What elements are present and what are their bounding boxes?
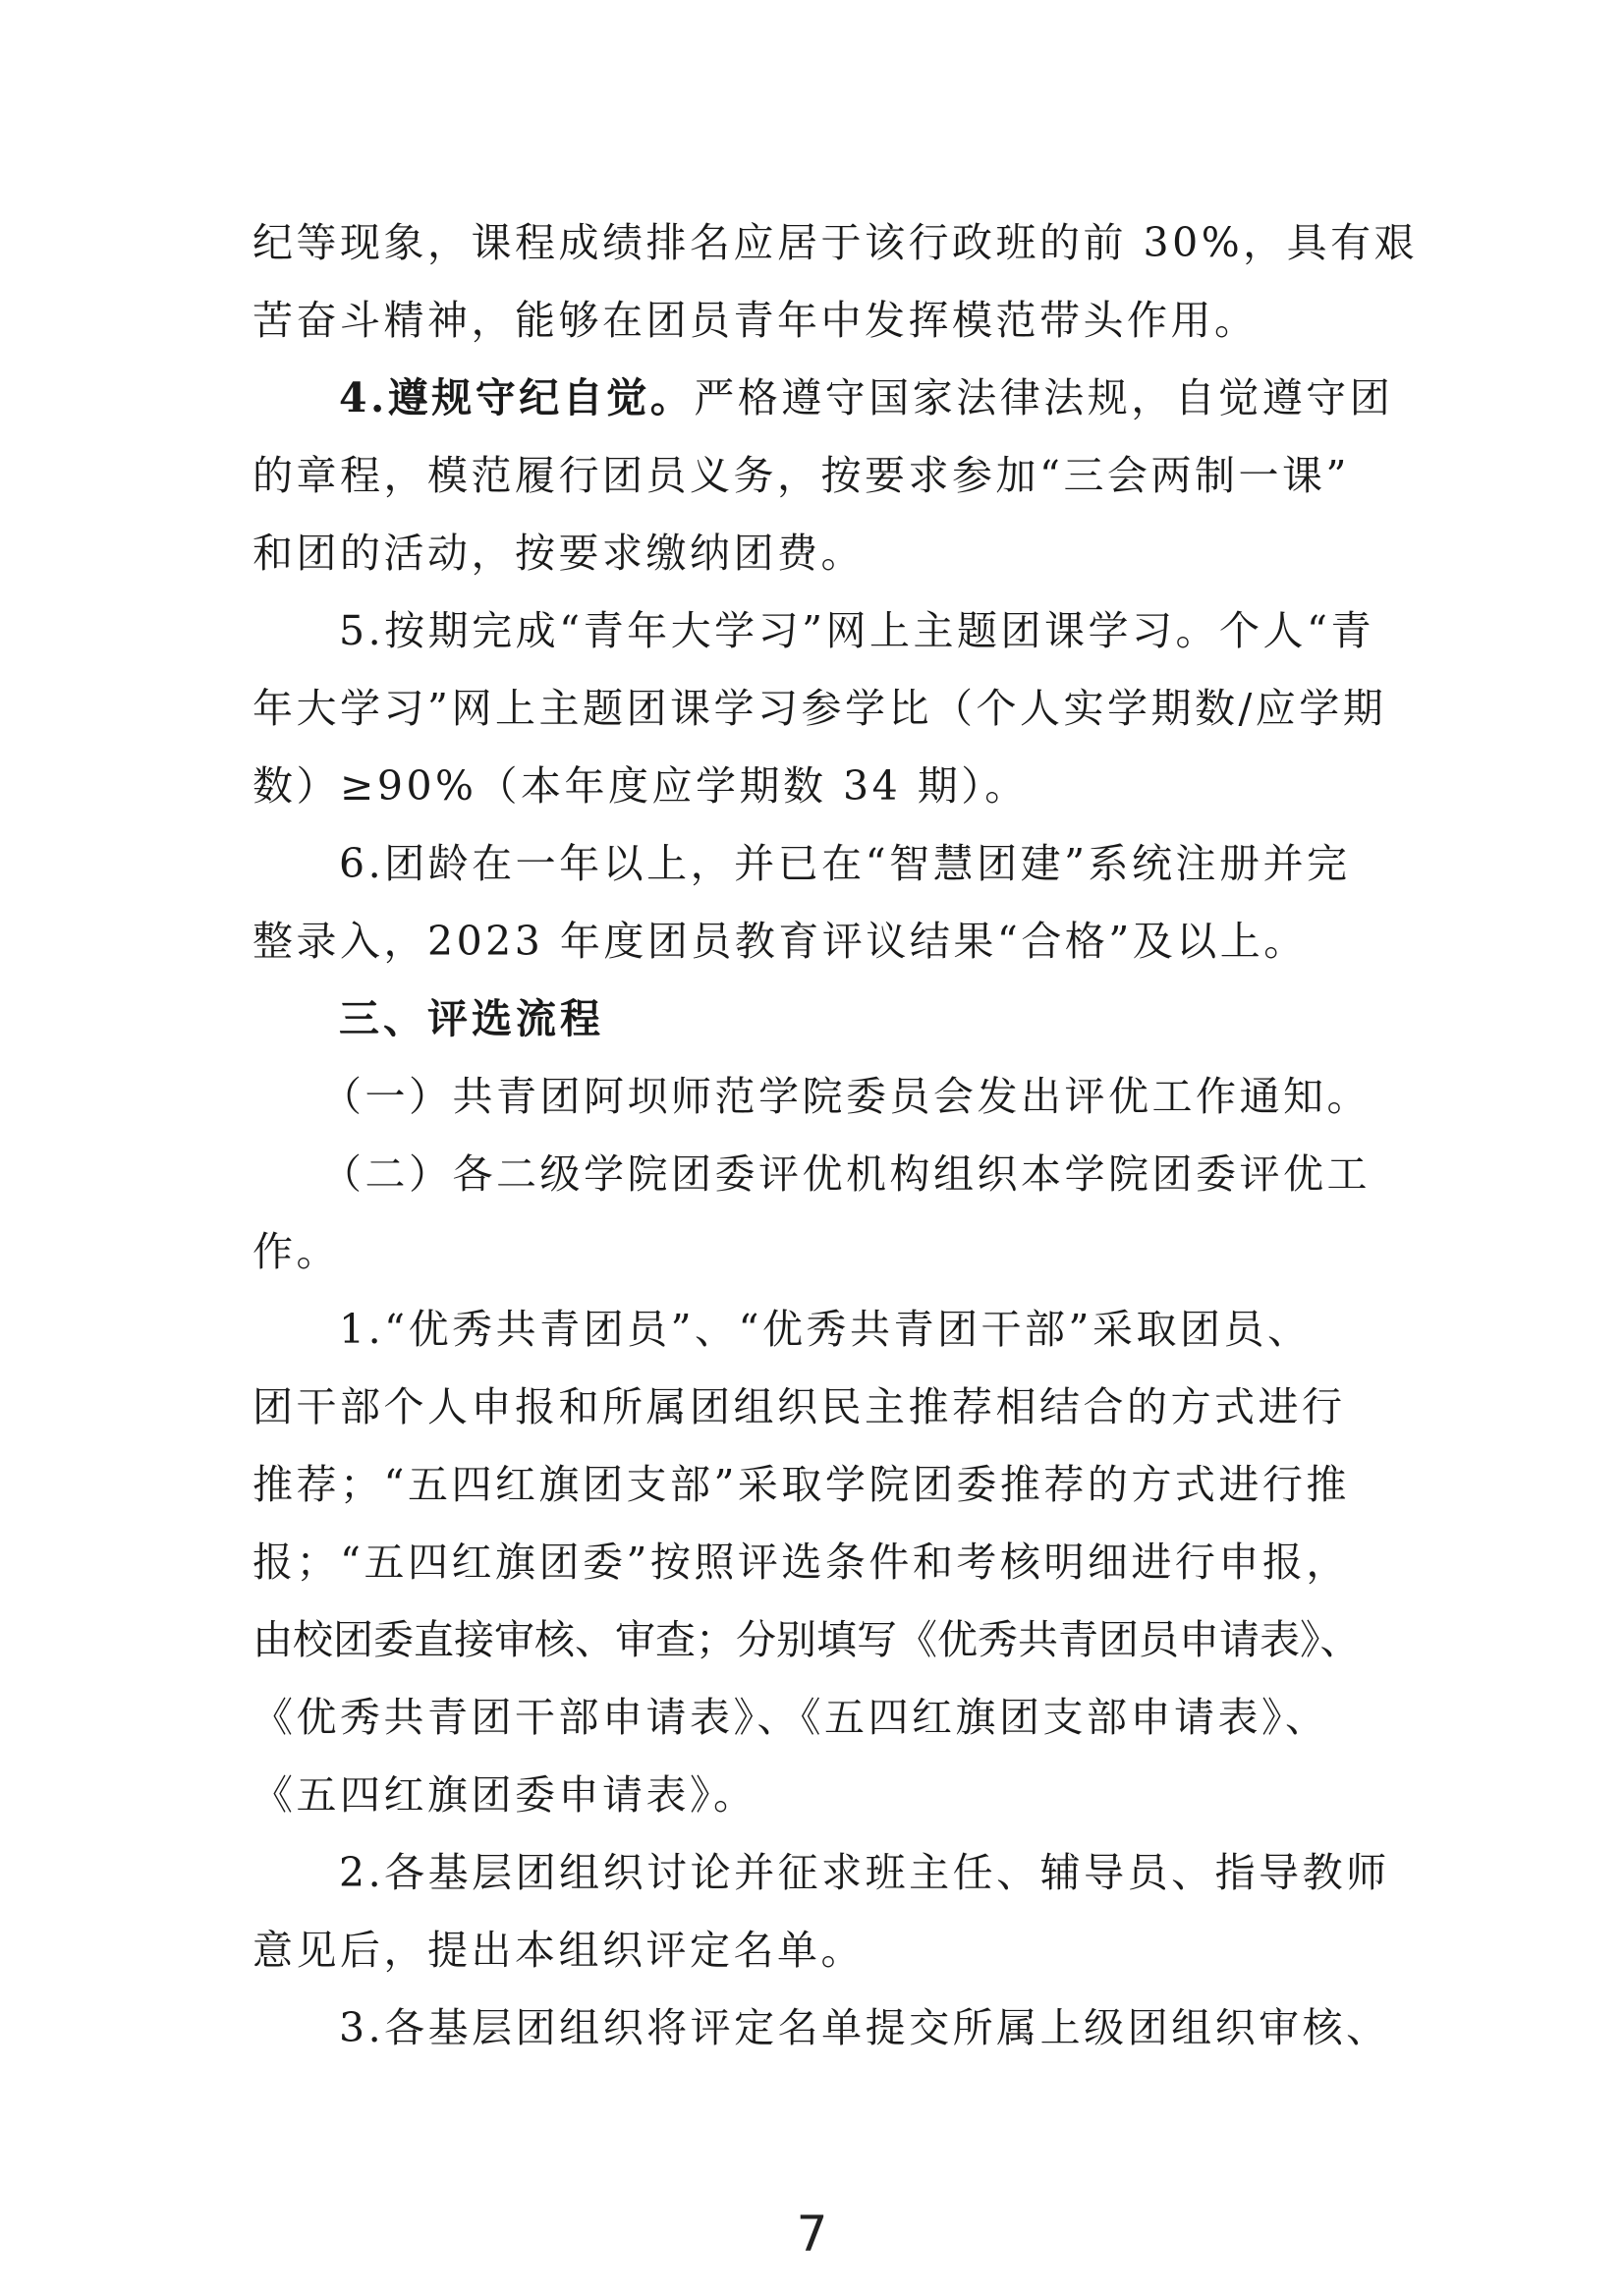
paragraph-line: 纪等现象，课程成绩排名应居于该行政班的前 30%，具有艰 [252,219,1419,266]
paragraph-line: 由校团委直接审核、审查；分别填写《优秀共青团员申请表》、 [252,1616,1361,1663]
item-2-line: 2.各基层团组织讨论并征求班主任、辅导员、指导教师 [339,1849,1390,1896]
page-number: 7 [796,2206,828,2263]
document-body [252,204,1419,2067]
item-1-line: 1.“优秀共青团员”、“优秀共青团干部”采取团员、 [339,1306,1312,1353]
paragraph-line: 推荐；“五四红旗团支部”采取学院团委推荐的方式进行推 [252,1461,1350,1508]
paragraph-line: 《五四红旗团委申请表》。 [252,1771,757,1819]
paragraph-line: 数）≥90%（本年度应学期数 34 期）。 [252,762,1029,810]
criterion-4-text: 严格遵守国家法律法规，自觉遵守团 [694,374,1394,421]
criterion-6-line: 6.团龄在一年以上，并已在“智慧团建”系统注册并完 [339,840,1351,887]
paragraph-line: 苦奋斗精神，能够在团员青年中发挥模范带头作用。 [252,297,1259,344]
section-heading: 三、评选流程 [339,995,604,1042]
paragraph-line: 年大学习”网上主题团课学习参学比（个人实学期数/应学期 [252,685,1387,732]
paragraph-line: 团干部个人申报和所属团组织民主推荐相结合的方式进行 [252,1383,1346,1430]
paragraph-line: 报；“五四红旗团委”按照评选条件和考核明细进行申报， [252,1539,1350,1586]
paragraph-line: 意见后，提出本组织评定名单。 [252,1927,865,1974]
paragraph-line: 作。 [252,1228,340,1275]
step-2-line: （二）各二级学院团委评优机构组织本学院团委评优工 [321,1150,1371,1198]
criterion-5-line: 5.按期完成“青年大学习”网上主题团课学习。个人“青 [339,607,1374,654]
paragraph-line: 的章程，模范履行团员义务，按要求参加“三会两制一课” [252,452,1350,499]
paragraph-line: 《优秀共青团干部申请表》、《五四红旗团支部申请表》、 [252,1694,1329,1741]
paragraph-line: 整录入，2023 年度团员教育评议结果“合格”及以上。 [252,918,1308,965]
criterion-4-heading: 4.遵规守纪自觉。 [339,374,695,421]
step-1-line: （一）共青团阿坝师范学院委员会发出评优工作通知。 [321,1073,1371,1120]
criterion-4-line [252,360,1392,437]
paragraph-line: 和团的活动，按要求缴纳团费。 [252,530,865,577]
item-3-line: 3.各基层团组织将评定名单提交所属上级团组织审核、 [339,2004,1390,2051]
